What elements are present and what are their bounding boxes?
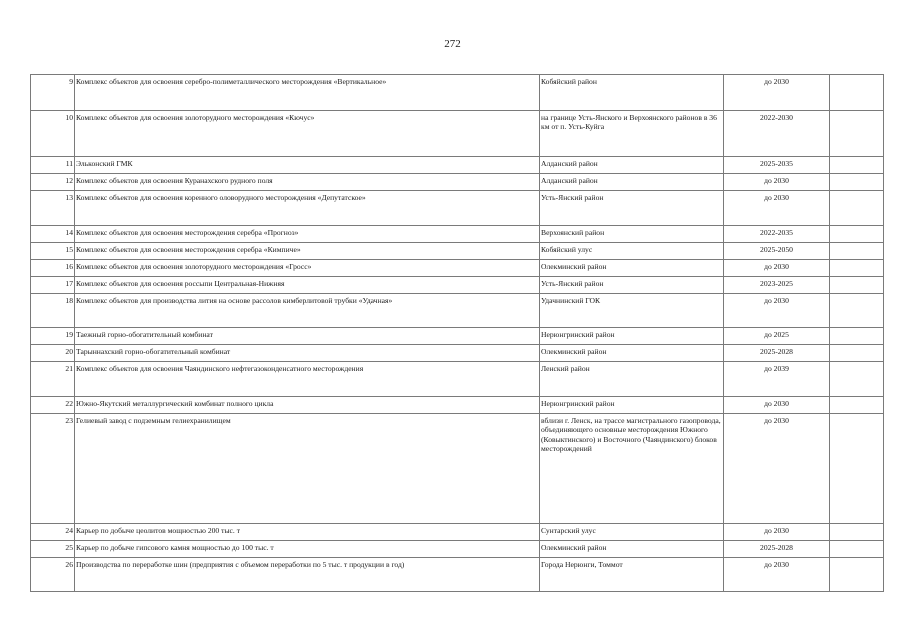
table-row	[31, 260, 884, 277]
object-location: Кобяйский улус	[540, 243, 724, 260]
object-name: Таежный горно-обогатительный комбинат	[75, 328, 540, 345]
row-number: 15	[31, 243, 75, 260]
object-location: Верхоянский район	[540, 226, 724, 243]
object-name: Комплекс объектов для освоения месторождения серебра «Кимпиче»	[75, 243, 540, 260]
object-location: Города Нерюнги, Томмот	[540, 558, 724, 592]
table-row	[31, 174, 884, 191]
empty-cell	[830, 414, 884, 524]
empty-cell	[830, 75, 884, 111]
object-location: Кобяйский район	[540, 75, 724, 111]
table-row	[31, 277, 884, 294]
implementation-period: до 2030	[724, 174, 830, 191]
empty-cell	[830, 558, 884, 592]
implementation-period: до 2030	[724, 524, 830, 541]
object-location: Усть-Янский район	[540, 277, 724, 294]
table-row	[31, 75, 884, 111]
implementation-period: до 2030	[724, 294, 830, 328]
object-location: Ленский район	[540, 362, 724, 397]
table-row	[31, 414, 884, 524]
row-number: 20	[31, 345, 75, 362]
object-location: на границе Усть-Янского и Верхоянского районов в 36 км от п. Усть-Куйга	[540, 111, 724, 157]
object-name: Комплекс объектов для освоения Чаяндинского нефтегазоконденсатного месторождения	[75, 362, 540, 397]
row-number: 11	[31, 157, 75, 174]
object-location: Нерюнгринский район	[540, 328, 724, 345]
object-name: Комплекс объектов для освоения коренного оловорудного месторождения «Депутатское»	[75, 191, 540, 226]
object-name: Карьер по добыче цеолитов мощностью 200 тыс. т	[75, 524, 540, 541]
row-number: 16	[31, 260, 75, 277]
empty-cell	[830, 345, 884, 362]
table-row	[31, 524, 884, 541]
empty-cell	[830, 397, 884, 414]
table-row	[31, 397, 884, 414]
object-name: Комплекс объектов для освоения Куранахского рудного поля	[75, 174, 540, 191]
implementation-period: до 2030	[724, 414, 830, 524]
empty-cell	[830, 277, 884, 294]
empty-cell	[830, 226, 884, 243]
table-row	[31, 558, 884, 592]
row-number: 22	[31, 397, 75, 414]
object-location: Нерюнгринский район	[540, 397, 724, 414]
table-row	[31, 345, 884, 362]
row-number: 10	[31, 111, 75, 157]
object-name: Комплекс объектов для освоения серебро-полиметаллического месторождения «Вертикальное»	[75, 75, 540, 111]
object-name: Комплекс объектов для освоения золоторудного месторождения «Гросс»	[75, 260, 540, 277]
implementation-period: до 2030	[724, 558, 830, 592]
object-name: Тарыннахский горно-обогатительный комбинат	[75, 345, 540, 362]
table-row	[31, 328, 884, 345]
implementation-period: 2025-2028	[724, 345, 830, 362]
object-location: Усть-Янский район	[540, 191, 724, 226]
implementation-period: 2025-2050	[724, 243, 830, 260]
empty-cell	[830, 260, 884, 277]
table-row	[31, 541, 884, 558]
empty-cell	[830, 111, 884, 157]
row-number: 13	[31, 191, 75, 226]
implementation-period: 2023-2025	[724, 277, 830, 294]
object-name: Комплекс объектов для освоения россыпи Центральная-Нижняя	[75, 277, 540, 294]
table-row	[31, 191, 884, 226]
implementation-period: 2025-2028	[724, 541, 830, 558]
table-row	[31, 226, 884, 243]
object-name: Комплекс объектов для освоения месторождения серебра «Прогноз»	[75, 226, 540, 243]
row-number: 24	[31, 524, 75, 541]
implementation-period: до 2030	[724, 75, 830, 111]
empty-cell	[830, 157, 884, 174]
row-number: 17	[31, 277, 75, 294]
empty-cell	[830, 541, 884, 558]
table-row	[31, 294, 884, 328]
table-row	[31, 362, 884, 397]
object-location: Олекминский район	[540, 345, 724, 362]
implementation-period: до 2025	[724, 328, 830, 345]
object-name: Эльконский ГМК	[75, 157, 540, 174]
object-location: Олекминский район	[540, 260, 724, 277]
object-name: Южно-Якутский металлургический комбинат полного цикла	[75, 397, 540, 414]
row-number: 26	[31, 558, 75, 592]
empty-cell	[830, 362, 884, 397]
object-name: Производства по переработке шин (предприятия с объемом переработки по 5 тыс. т продукции в год)	[75, 558, 540, 592]
implementation-period: до 2030	[724, 397, 830, 414]
implementation-period: до 2039	[724, 362, 830, 397]
row-number: 18	[31, 294, 75, 328]
implementation-period: 2022-2035	[724, 226, 830, 243]
empty-cell	[830, 524, 884, 541]
empty-cell	[830, 294, 884, 328]
object-name: Комплекс объектов для освоения золоторудного месторождения «Кючус»	[75, 111, 540, 157]
object-location: Алданский район	[540, 157, 724, 174]
object-location: Олекминский район	[540, 541, 724, 558]
projects-table	[30, 74, 884, 592]
row-number: 25	[31, 541, 75, 558]
page-number: 272	[444, 38, 461, 50]
table-row	[31, 243, 884, 260]
row-number: 23	[31, 414, 75, 524]
table-row	[31, 157, 884, 174]
row-number: 14	[31, 226, 75, 243]
object-location: вблизи г. Ленск, на трассе магистрального газопровода, объединяющего основные месторождения Южного (Ковыктинского) и Восточного (Чаяндинского) блоков месторождений	[540, 414, 724, 524]
empty-cell	[830, 243, 884, 260]
table-row	[31, 111, 884, 157]
implementation-period: 2025-2035	[724, 157, 830, 174]
row-number: 12	[31, 174, 75, 191]
object-location: Удачнинский ГОК	[540, 294, 724, 328]
row-number: 9	[31, 75, 75, 111]
implementation-period: до 2030	[724, 191, 830, 226]
empty-cell	[830, 191, 884, 226]
row-number: 19	[31, 328, 75, 345]
empty-cell	[830, 328, 884, 345]
object-name: Комплекс объектов для производства лития на основе рассолов кимберлитовой трубки «Удачная»	[75, 294, 540, 328]
row-number: 21	[31, 362, 75, 397]
implementation-period: 2022-2030	[724, 111, 830, 157]
empty-cell	[830, 174, 884, 191]
implementation-period: до 2030	[724, 260, 830, 277]
object-name: Карьер по добыче гипсового камня мощностью до 100 тыс. т	[75, 541, 540, 558]
object-location: Алданский район	[540, 174, 724, 191]
object-name: Гелиевый завод с подземным гелиехранилищем	[75, 414, 540, 524]
object-location: Сунтарский улус	[540, 524, 724, 541]
